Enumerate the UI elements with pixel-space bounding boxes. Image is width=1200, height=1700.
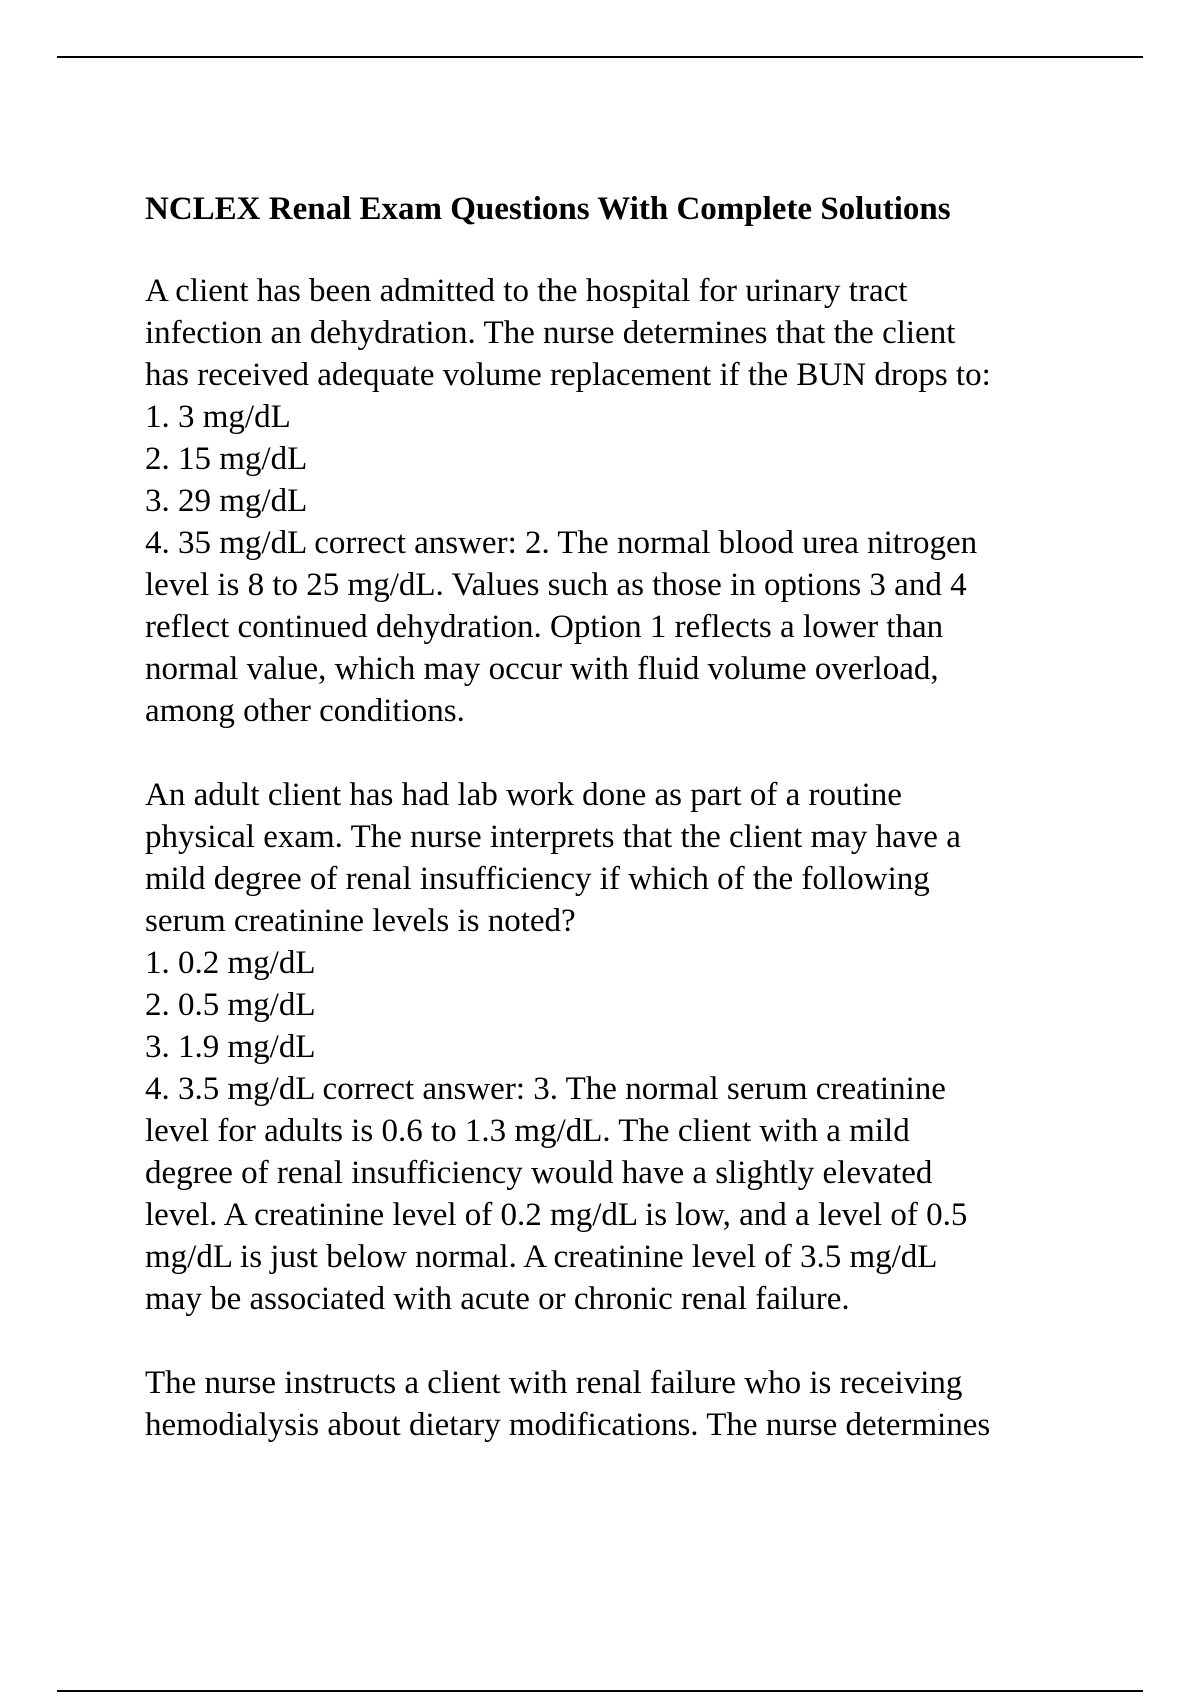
answer-option-with-solution: 4. 35 mg/dL correct answer: 2. The normal blood urea nitrogen	[145, 525, 978, 561]
solution-line: mg/dL is just below normal. A creatinine level of 3.5 mg/dL	[145, 1239, 938, 1275]
question-line: mild degree of renal insufficiency if which of the following	[145, 861, 930, 897]
answer-option: 1. 0.2 mg/dL	[145, 945, 316, 981]
page-content	[145, 186, 1105, 1488]
question-line: serum creatinine levels is noted?	[145, 903, 576, 939]
top-rule	[57, 56, 1143, 58]
solution-line: normal value, which may occur with fluid volume overload,	[145, 651, 939, 687]
solution-line: level is 8 to 25 mg/dL. Values such as those in options 3 and 4	[145, 567, 967, 603]
solution-line: level. A creatinine level of 0.2 mg/dL is low, and a level of 0.5	[145, 1197, 968, 1233]
solution-line: level for adults is 0.6 to 1.3 mg/dL. The client with a mild	[145, 1113, 910, 1149]
answer-option: 3. 29 mg/dL	[145, 483, 308, 519]
question-line: A client has been admitted to the hospital for urinary tract	[145, 273, 908, 309]
solution-line: reflect continued dehydration. Option 1 reflects a lower than	[145, 609, 944, 645]
answer-option: 1. 3 mg/dL	[145, 399, 291, 435]
question-line: The nurse instructs a client with renal failure who is receiving	[145, 1365, 963, 1401]
question-block-1	[145, 270, 1105, 732]
page-title: NCLEX Renal Exam Questions With Complete Solutions	[145, 191, 951, 227]
question-block-3	[145, 1362, 1105, 1446]
question-line: has received adequate volume replacement if the BUN drops to:	[145, 357, 991, 393]
answer-option: 3. 1.9 mg/dL	[145, 1029, 316, 1065]
solution-line: among other conditions.	[145, 693, 465, 729]
solution-line: degree of renal insufficiency would have a slightly elevated	[145, 1155, 933, 1191]
solution-line: may be associated with acute or chronic renal failure.	[145, 1281, 850, 1317]
answer-option: 2. 15 mg/dL	[145, 441, 308, 477]
question-line: physical exam. The nurse interprets that the client may have a	[145, 819, 961, 855]
question-line: hemodialysis about dietary modifications. The nurse determines	[145, 1407, 991, 1443]
answer-option-with-solution: 4. 3.5 mg/dL correct answer: 3. The normal serum creatinine	[145, 1071, 946, 1107]
question-line: An adult client has had lab work done as part of a routine	[145, 777, 902, 813]
answer-option: 2. 0.5 mg/dL	[145, 987, 316, 1023]
bottom-rule	[57, 1690, 1143, 1692]
question-line: infection an dehydration. The nurse determines that the client	[145, 315, 956, 351]
question-block-2	[145, 774, 1105, 1320]
